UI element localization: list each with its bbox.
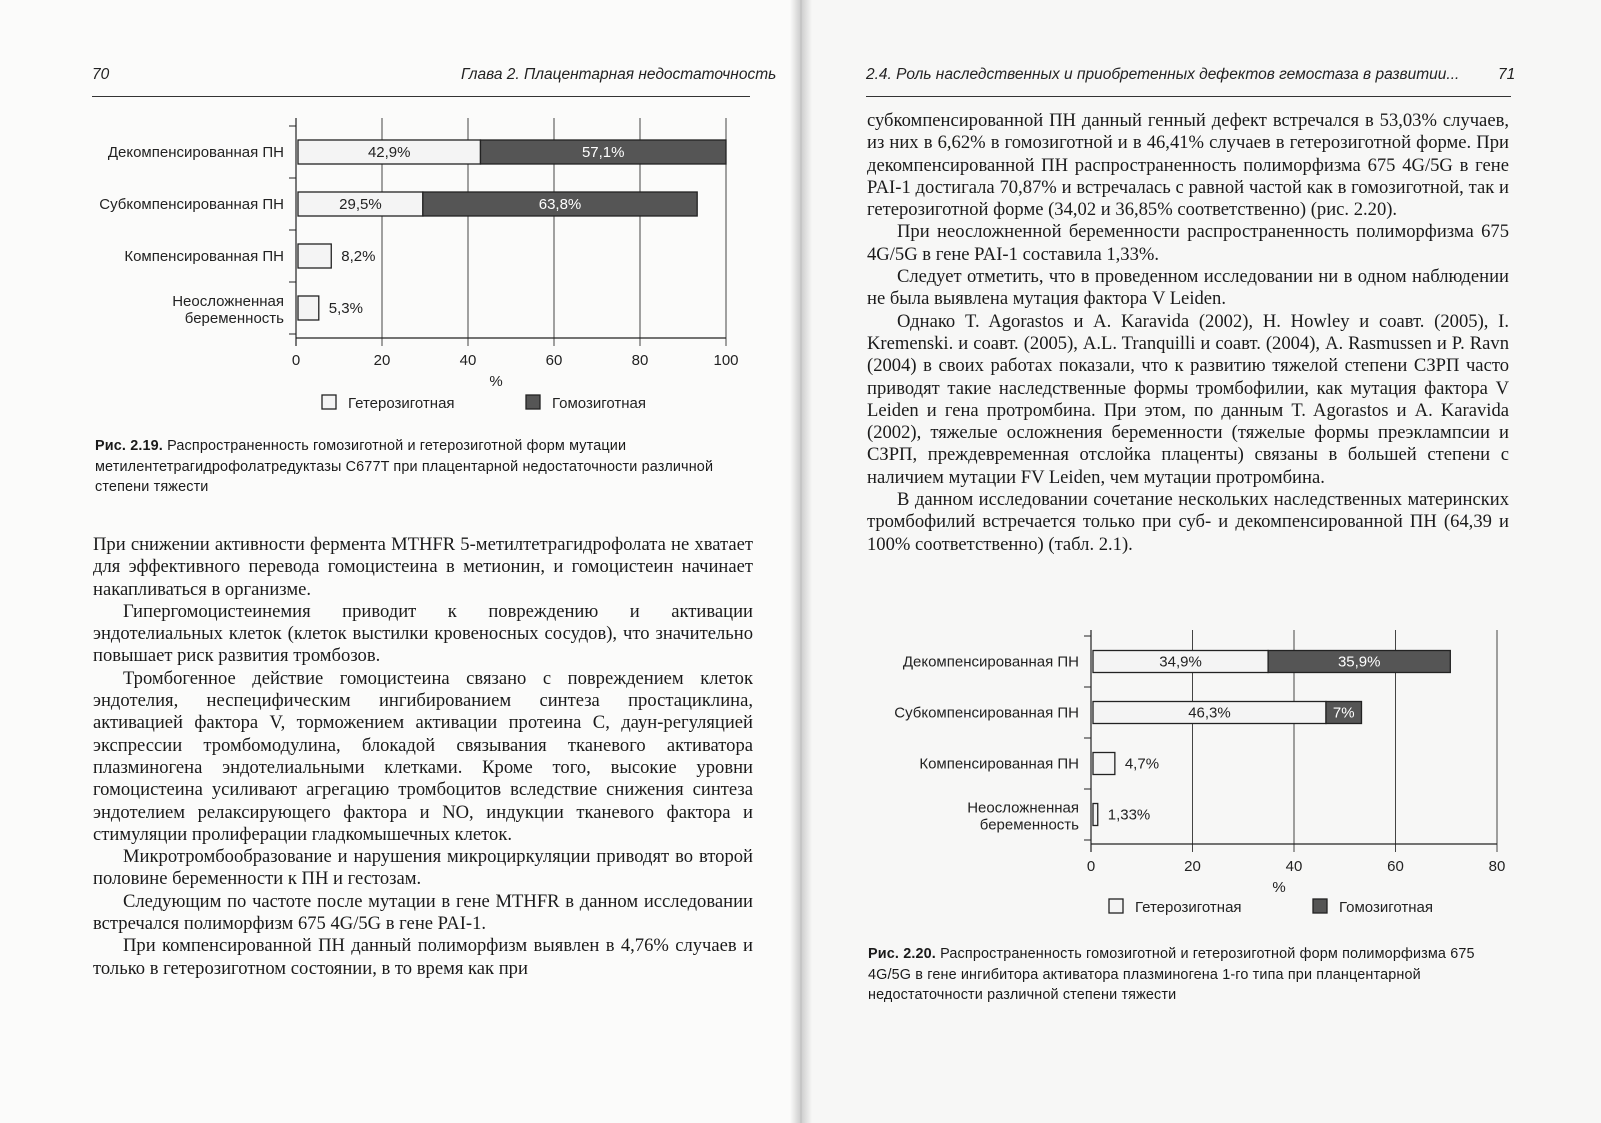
left-body-text — [93, 534, 753, 980]
category-label: Компенсированная ПН — [919, 755, 1079, 773]
category-label: Декомпенсированная ПН — [902, 653, 1079, 671]
paragraph: Тромбогенное действие гомоцистеина связано с повреждением клеток эндотелия, неспецифическим ингибированием синтеза простациклина, активацией фактора V, торможением активации протеина С, даун-регуляцией экспрессии тромбомодулина, блокадой связывания тканевого активатора плазминогена эндотелиальными клетками. Кроме того, высокие уровни гомоцистеина усиливают агрегацию тромбоцитов вследствие снижения синтеза эндотелием релаксирующего фактора и NO, индукции тканевого фактора и стимуляции пролиферации гладкомышечных клеток. — [93, 667, 753, 845]
x-tick-label: 80 — [1488, 858, 1506, 875]
paragraph: Следует отметить, что в проведенном исследовании ни в одном наблюдении не была выявлена мутация фактора V Leiden. — [867, 266, 1509, 310]
header-rule-right — [866, 96, 1511, 97]
paragraph: Гипергомоцистеинемия приводит к повреждению и активации эндотелиальных клеток (клеток выстилки кровеносных сосудов), что значительно повышает риск развития тромбозов. — [93, 600, 753, 667]
page-number-right: 71 — [1498, 66, 1516, 83]
data-label-hetero: 42,9% — [367, 144, 411, 161]
x-tick-label: 40 — [1285, 858, 1303, 875]
category-label: беременность — [184, 310, 284, 327]
legend-swatch-homo — [526, 395, 540, 409]
x-tick-label: 40 — [459, 352, 477, 369]
bar-hetero — [298, 244, 331, 268]
right-body-text — [867, 110, 1509, 556]
data-label-hetero: 1,33% — [1107, 806, 1151, 824]
paragraph: Однако T. Agorastos и A. Karavida (2002), H. Howley и соавт. (2005), I. Kremenski. и соавт. (2005), A.L. Tranquilli и соавт. (2004), A. Rasmussen и P. Ravn (2004) в своих работах показали, что к развитию тяжелой степени СЗРП часто приводят такие наследственные формы тромбофилии, как мутация фактора V Leiden и гена протромбина. При этом, по данным T. Agorastos и A. Karavida (2002), тяжелые осложнения беременности (тяжелые формы преэклампсии и СЗРП, преждевременная отслойка плаценты) связаны в большей степени с наличием мутации FV Leiden, чем мутации протромбина. — [867, 310, 1509, 488]
legend-swatch-hetero — [1109, 899, 1123, 913]
legend-label-hetero: Гетерозиготная — [348, 395, 455, 412]
legend-label-homo: Гомозиготная — [552, 395, 646, 412]
x-tick-label: 80 — [631, 352, 649, 369]
chart-fig-2-20 — [850, 630, 1550, 940]
paragraph: При снижении активности фермента MTHFR 5-метилтетрагидрофолата не хватает для эффективного перевода гомоцистеина в метионин, и гомоцистеин начинает накапливаться в организме. — [93, 534, 753, 600]
legend-label-hetero: Гетерозиготная — [1135, 899, 1242, 916]
paragraph: В данном исследовании сочетание нескольких наследственных материнских тромбофилий встречается только при суб- и декомпенсированной ПН (64,39 и 100% соответственно) (табл. 2.1). — [867, 489, 1509, 555]
data-label-hetero: 8,2% — [341, 248, 376, 265]
figure-caption-text: Распространенность гомозиготной и гетерозиготной форм полиморфизма 675 4G/5G в гене ингибитора активатора плазминогена 1-го типа при планцентарной недостаточности различной степени тяжести — [868, 946, 1475, 1003]
figure-label: Рис. 2.20. — [868, 946, 936, 962]
header-rule-left — [92, 96, 750, 97]
category-label: Неосложненная — [967, 799, 1079, 817]
data-label-hetero: 34,9% — [1159, 653, 1202, 671]
x-axis-label: % — [1272, 879, 1286, 896]
category-label: Субкомпенсированная ПН — [99, 196, 284, 213]
data-label-homo: 7% — [1332, 704, 1355, 722]
legend-swatch-hetero — [322, 395, 336, 409]
running-head-left: Глава 2. Плацентарная недостаточность — [461, 66, 777, 83]
data-label-hetero: 46,3% — [1188, 704, 1231, 722]
data-label-hetero: 5,3% — [328, 300, 363, 317]
data-label-homo: 57,1% — [581, 144, 625, 161]
legend-swatch-homo — [1313, 899, 1327, 913]
paragraph: При компенсированной ПН данный полиморфизм выявлен в 4,76% случаев и только в гетерозиготном состоянии, в то время как при — [93, 935, 753, 979]
legend-label-homo: Гомозиготная — [1339, 899, 1433, 916]
category-label: Неосложненная — [172, 293, 284, 310]
x-tick-label: 100 — [713, 352, 739, 369]
figure-caption-text: Распространенность гомозиготной и гетерозиготной форм мутации метилентетрагидрофолатредуктазы C677T при плацентарной недостаточности различной степени тяжести — [95, 438, 714, 495]
bar-hetero — [1093, 804, 1098, 826]
page-number-left: 70 — [92, 66, 110, 83]
data-label-homo: 63,8% — [538, 196, 582, 213]
bar-hetero — [298, 296, 319, 320]
bar-hetero — [1093, 753, 1115, 775]
running-head-right: 2.4. Роль наследственных и приобретенных дефектов гемостаза в развитии... — [866, 66, 1460, 83]
x-tick-label: 20 — [373, 352, 391, 369]
category-label: Декомпенсированная ПН — [107, 144, 284, 161]
paragraph: Микротромбообразование и нарушения микроциркуляции приводят во второй половине беременности к ПН и гестозам. — [93, 846, 753, 890]
x-tick-label: 0 — [1086, 858, 1096, 875]
book-gutter — [790, 0, 812, 1123]
x-tick-label: 0 — [291, 352, 301, 369]
x-tick-label: 20 — [1184, 858, 1201, 875]
data-label-hetero: 4,7% — [1124, 755, 1160, 773]
chart-fig-2-19 — [60, 110, 780, 430]
x-tick-label: 60 — [1387, 858, 1404, 875]
category-label: беременность — [979, 816, 1079, 834]
paragraph: При неосложненной беременности распространенность полиморфизма 675 4G/5G в гене PAI-1 составила 1,33%. — [867, 221, 1509, 265]
figure-caption-2-19 — [95, 436, 755, 498]
category-label: Субкомпенсированная ПН — [894, 704, 1079, 722]
paragraph: субкомпенсированной ПН данный генный дефект встречался в 53,03% случаев, из них в 6,62% в гомозиготной и в 46,41% случаев в гетерозиготной форме. При декомпенсированной ПН распространенность полиморфизма 675 4G/5G в гене PAI-1 достигала 70,87% и встречалась с равной частой как в гомозиготной, так и гетерозиготной форме (34,02 и 36,85% соответственно) (рис. 2.20). — [867, 110, 1509, 221]
data-label-hetero: 29,5% — [339, 196, 382, 213]
figure-label: Рис. 2.19. — [95, 438, 163, 454]
x-tick-label: 60 — [545, 352, 563, 369]
category-label: Компенсированная ПН — [124, 248, 284, 265]
x-axis-label: % — [489, 373, 503, 390]
data-label-homo: 35,9% — [1337, 653, 1381, 671]
figure-caption-2-20 — [868, 944, 1518, 1006]
paragraph: Следующим по частоте после мутации в гене MTHFR в данном исследовании встречался полиморфизм 675 4G/5G в гене PAI-1. — [93, 890, 753, 935]
